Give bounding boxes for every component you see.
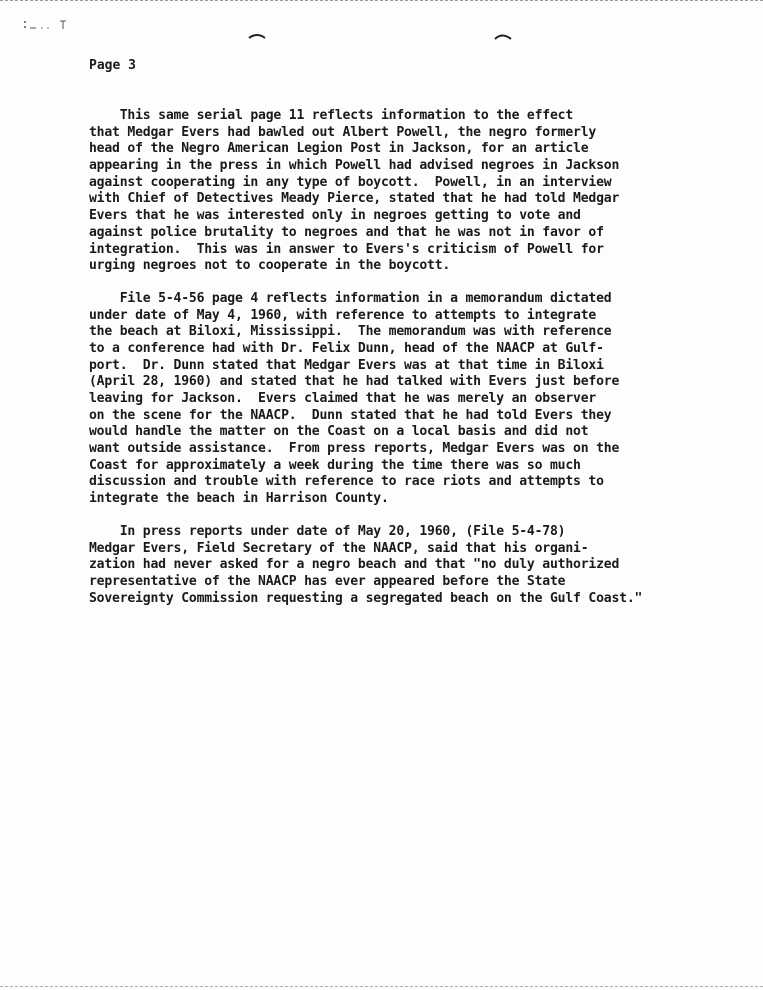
text-line: Medgar Evers, Field Secretary of the NAACP, said that his organi- [89,540,589,556]
text-line: against cooperating in any type of boycott. Powell, in an interview [89,174,612,190]
text-line: urging negroes not to cooperate in the boycott. [89,258,451,274]
text-line: would handle the matter on the Coast on a local basis and did not [89,424,589,440]
text-line: integrate the beach in Harrison County. [89,491,389,507]
page-bottom-edge [0,986,763,987]
text-line: leaving for Jackson. Evers claimed that he was merely an observer [89,391,597,406]
page-number-label: Page 3 [89,58,136,73]
text-line: that Medgar Evers had bawled out Albert Powell, the negro formerly [89,124,597,140]
page-top-edge [0,0,763,1]
text-line: the beach at Biloxi, Mississippi. The memorandum was with reference [89,324,612,340]
text-line: (April 28, 1960) and stated that he had talked with Evers just before [89,374,620,390]
text-line: File 5-4-56 page 4 reflects information in a memorandum dictated [89,290,612,306]
text-line: Evers that he was interested only in negroes getting to vote and [89,208,581,224]
paragraph [89,291,749,508]
paragraph-gap [89,508,749,524]
text-line: Coast for approximately a week during the time there was so much [89,457,581,473]
staple-mark-right-icon [494,32,512,40]
text-line: port. Dr. Dunn stated that Medgar Evers was at that time in Biloxi [89,357,604,373]
text-line: In press reports under date of May 20, 1960, (File 5-4-78) [89,523,566,539]
text-line: to a conference had with Dr. Felix Dunn, head of the NAACP at Gulf- [89,340,604,356]
text-line: representative of the NAACP has ever appeared before the State [89,573,566,589]
document-body [89,108,749,607]
text-line: on the scene for the NAACP. Dunn stated that he had told Evers they [89,407,612,423]
text-line: want outside assistance. From press reports, Medgar Evers was on the [89,441,620,457]
text-line: integration. This was in answer to Evers's criticism of Powell for [89,241,604,257]
text-line: This same serial page 11 reflects information to the effect [89,108,574,123]
staple-mark-left-icon [248,32,266,40]
paragraph [89,524,749,607]
paragraph-gap [89,275,749,291]
text-line: with Chief of Detectives Meady Pierce, stated that he had told Medgar [89,191,620,207]
paragraph [89,108,749,275]
text-line: against police brutality to negroes and that he was not in favor of [89,224,604,240]
text-line: under date of May 4, 1960, with reference to attempts to integrate [89,307,597,323]
text-line: zation had never asked for a negro beach and that "no duly authorized [89,557,620,573]
text-line: discussion and trouble with reference to race riots and attempts to [89,474,604,490]
text-line: head of the Negro American Legion Post in Jackson, for an article [89,141,589,157]
text-line: appearing in the press in which Powell had advised negroes in Jackson [89,158,620,174]
corner-scan-mark [22,18,68,35]
text-line: Sovereignty Commission requesting a segregated beach on the Gulf Coast." [89,590,643,606]
